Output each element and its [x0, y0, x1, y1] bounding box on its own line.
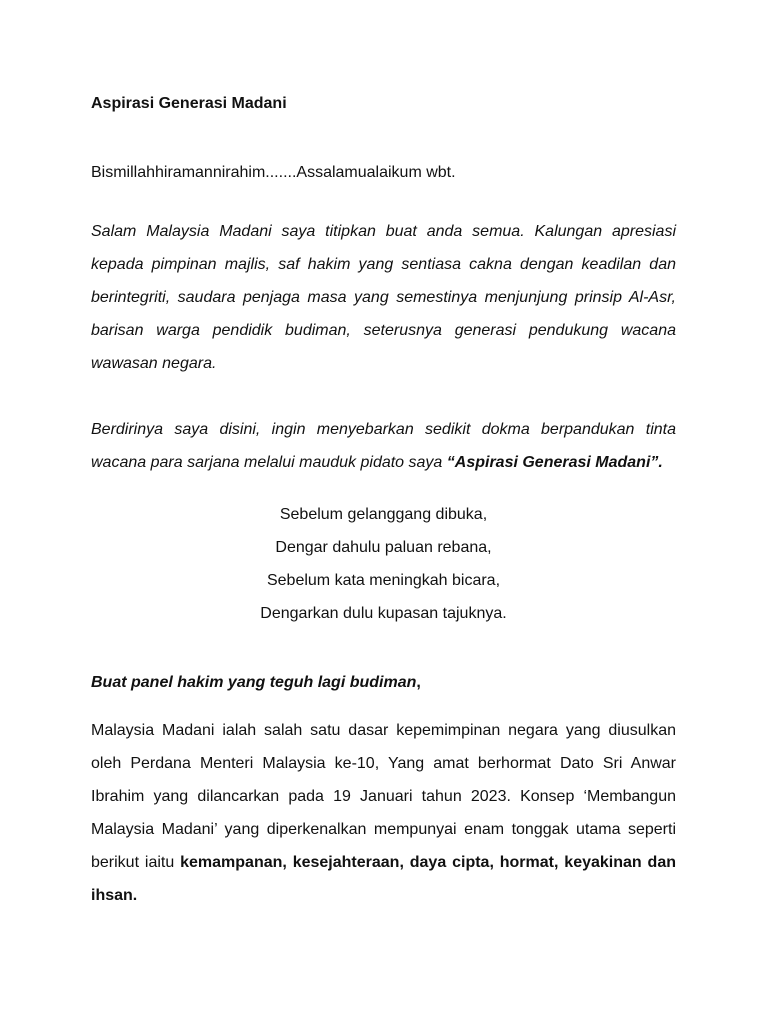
document-title: Aspirasi Generasi Madani: [91, 95, 287, 112]
greeting-line: Bismillahhiramannirahim.......Assalamualaikum wbt.: [91, 164, 456, 181]
address-comma: ,: [416, 674, 421, 691]
six-pillars-highlight: kemampanan, kesejahteraan, daya cipta, hormat, keyakinan dan ihsan.: [91, 854, 676, 904]
speech-title-highlight: “Aspirasi Generasi Madani”.: [446, 454, 663, 471]
madani-explanation-paragraph: [91, 714, 676, 912]
verse-line-1: Sebelum gelanggang dibuka,: [279, 506, 488, 523]
pantun-verse: [91, 498, 676, 630]
opening-paragraph: Salam Malaysia Madani saya titipkan buat anda semua. Kalungan apresiasi kepada pimpinan majlis, saf hakim yang sentiasa cakna dengan keadilan dan berintegriti, saudara penjaga masa yang semestinya menjunjung prinsip Al-Asr, barisan warga pendidik budiman, seterusnya generasi pendukung wacana wawasan negara.: [91, 223, 676, 372]
introduction-paragraph: [91, 413, 676, 479]
address-text: Buat panel hakim yang teguh lagi budiman: [91, 674, 417, 691]
introduction-text: Berdirinya saya disini, ingin menyebarkan sedikit dokma berpandukan tinta wacana para sarjana melalui mauduk pidato saya: [91, 421, 676, 471]
verse-line-3: Sebelum kata meningkah bicara,: [266, 572, 501, 589]
verse-line-2: Dengar dahulu paluan rebana,: [275, 539, 492, 556]
address-to-judges: [91, 666, 421, 699]
madani-explanation-text: Malaysia Madani ialah salah satu dasar kepemimpinan negara yang diusulkan oleh Perdana Menteri Malaysia ke-10, Yang amat berhormat Dato Sri Anwar Ibrahim yang dilancarkan pada 19 Januari tahun 2023. Konsep ‘Membangun Malaysia Madani’ yang diperkenalkan mempunyai enam tonggak utama seperti berikut iaitu: [91, 722, 676, 871]
verse-line-4: Dengarkan dulu kupasan tajuknya.: [260, 605, 507, 622]
